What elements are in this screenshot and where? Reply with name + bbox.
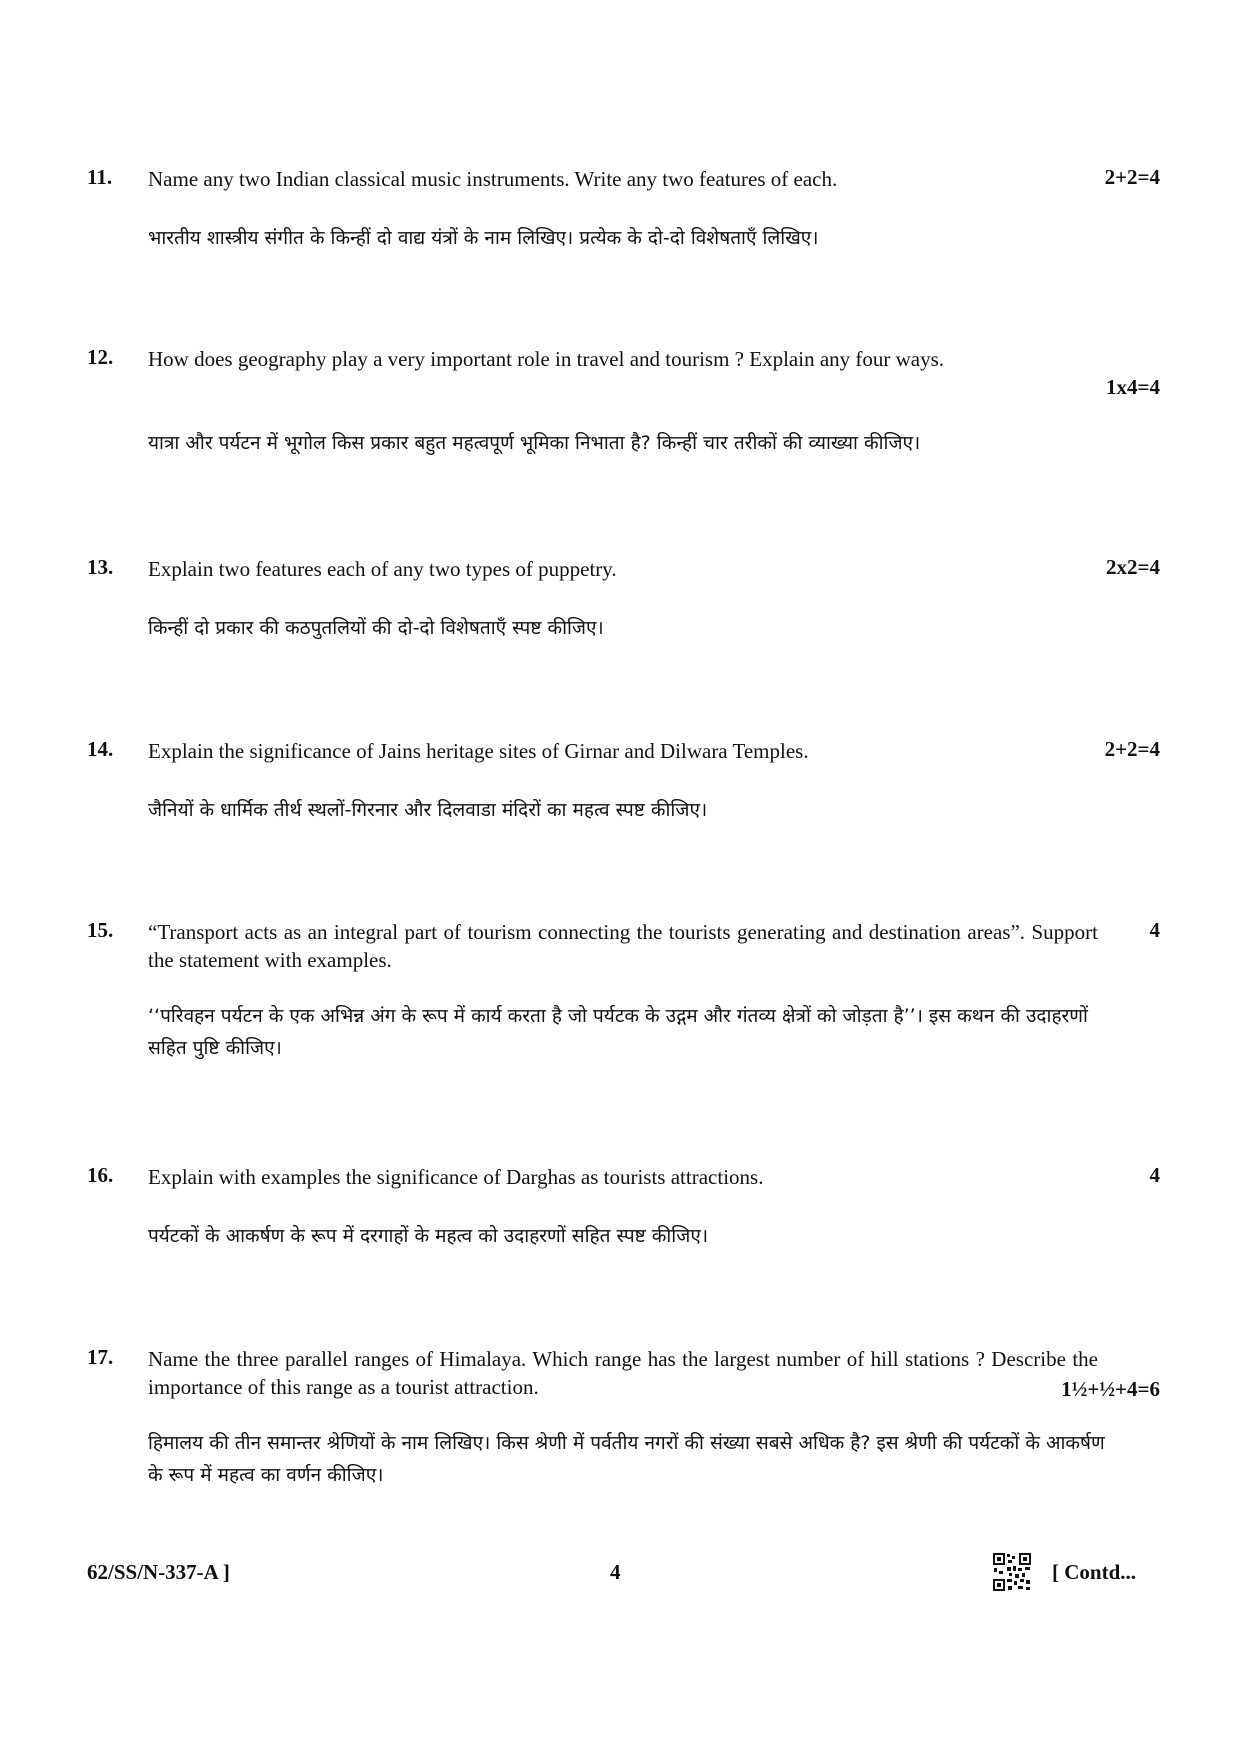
question-text-english: Explain with examples the significance of Darghas as tourists attractions. <box>148 1165 764 1189</box>
question-text-hindi: किन्हीं दो प्रकार की कठपुतलियों की दो-दो विशेषताएँ स्पष्ट कीजिए। <box>148 617 604 639</box>
question-text-hindi: पर्यटकों के आकर्षण के रूप में दरगाहों के महत्व को उदाहरणों सहित स्पष्ट कीजिए। <box>148 1225 709 1247</box>
question-text-english: “Transport acts as an integral part of tourism connecting the tourists generating and destination areas”. Support the statement with examples. <box>148 920 1098 972</box>
page-footer <box>0 1560 1240 1600</box>
question-text-english: Explain two features each of any two types of puppetry. <box>148 557 617 581</box>
question-text-english: Explain the significance of Jains heritage sites of Girnar and Dilwara Temples. <box>148 739 809 763</box>
question-text-english: How does geography play a very important role in travel and tourism ? Explain any four ways. <box>148 347 945 371</box>
marks: 1x4=4 <box>1106 375 1160 399</box>
question-text-hindi: भारतीय शास्त्रीय संगीत के किन्हीं दो वाद्य यंत्रों के नाम लिखिए। प्रत्येक के दो-दो विशेषताएँ लिखिए। <box>148 227 819 249</box>
question-text-hindi: हिमालय की तीन समान्तर श्रेणियों के नाम लिखिए। किस श्रेणी में पर्वतीय नगरों की संख्या सबसे अधिक है? इस श्रेणी की पर्यटकों के आकर्षण के रूप में महत्व का वर्णन कीजिए। <box>148 1432 1105 1486</box>
question-text-english: Name the three parallel ranges of Himalaya. Which range has the largest number of hill stations ? Describe the importance of this range as a tourist attraction. <box>148 1347 1098 1399</box>
question-number: 15. <box>87 918 114 942</box>
marks: 4 <box>1149 1163 1160 1187</box>
question-number: 12. <box>87 345 114 369</box>
continued-label: [ Contd... <box>1052 1560 1137 1584</box>
paper-code: 62/SS/N-337-A ] <box>87 1560 230 1584</box>
question-number: 16. <box>87 1163 114 1187</box>
qr-code-icon <box>992 1552 1032 1592</box>
question-number: 11. <box>87 165 113 189</box>
question-number: 14. <box>87 737 114 761</box>
marks: 2x2=4 <box>1106 555 1160 579</box>
marks: 2+2=4 <box>1104 737 1160 761</box>
question-text-hindi: ‘‘परिवहन पर्यटन के एक अभिन्न अंग के रूप में कार्य करता है जो पर्यटक के उद्गम और गंतव्य क्षेत्रों को जोड़ता है’’। इस कथन की उदाहरणों सहित पुष्टि कीजिए। <box>148 1005 1088 1059</box>
marks: 1½+½+4=6 <box>1061 1377 1160 1401</box>
marks: 4 <box>1149 918 1160 942</box>
question-text-english: Name any two Indian classical music instruments. Write any two features of each. <box>148 167 838 191</box>
page-number: 4 <box>610 1560 621 1584</box>
question-text-hindi: यात्रा और पर्यटन में भूगोल किस प्रकार बहुत महत्वपूर्ण भूमिका निभाता है? किन्हीं चार तरीकों की व्याख्या कीजिए। <box>148 432 921 454</box>
question-number: 17. <box>87 1345 114 1369</box>
question-text-hindi: जैनियों के धार्मिक तीर्थ स्थलों-गिरनार और दिलवाडा मंदिरों का महत्व स्पष्ट कीजिए। <box>148 799 708 821</box>
question-number: 13. <box>87 555 114 579</box>
marks: 2+2=4 <box>1104 165 1160 189</box>
